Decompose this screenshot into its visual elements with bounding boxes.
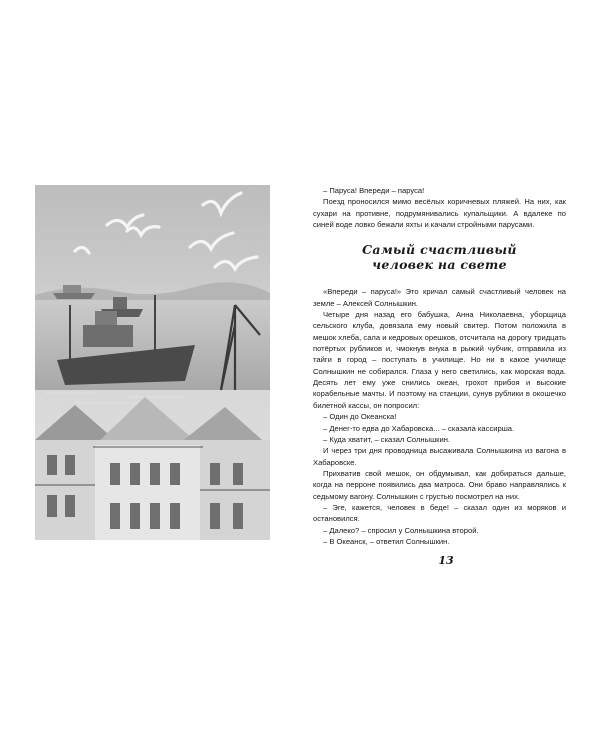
dialogue-line: – В Океанск, – ответил Солнышкин. [323, 536, 450, 546]
body-paragraph: Прихватив свой мешок, он обдумывал, как добираться дальше, когда на перроне появились два матроса. Они браво направлялись к седьмому вагону. Солнышкин с грустью посмотрел на них. [313, 468, 566, 501]
body-paragraph: «Впереди – паруса!» Это кричал самый счастливый человек на земле – Алексей Солнышкин. [313, 287, 566, 308]
intro-paragraph: Поезд проносился мимо весёлых коричневых пляжей. На них, как сухари на противне, подрумянивались купальщики. А вдалеке по синей воде ловко бежали яхты и качали стройными парусами. [313, 197, 566, 230]
harbor-illustration-icon [35, 185, 270, 540]
chapter-title [313, 242, 566, 272]
chapter-title-line: Самый счастливый [362, 242, 517, 258]
dialogue-line: – Денег-то едва до Хабаровска... – сказала кассирша. [323, 423, 515, 433]
body-paragraph: И через три дня проводница высаживала Солнышкина из вагона в Хабаровске. [313, 446, 566, 467]
page-number: 13 [438, 554, 454, 567]
intro-paragraph: – Паруса! Впереди – паруса! [323, 186, 425, 195]
chapter-title-line: человек на свете [372, 257, 507, 273]
dialogue-line: – Куда хватит, – сказал Солнышкин. [323, 434, 451, 444]
harbor-illustration [35, 185, 270, 540]
body-paragraph: Четыре дня назад его бабушка, Анна Николаевна, уборщица сельского клуба, довязала ему новый свитер. Потом положила в мешок хлеба, сала и кедровых орешков, отсчитала на дорогу тридцать потёртых рубликов и, чмокнув внука в рыжий чубчик, отправила из тайги в город – поступать в училище. Но ни в какое училище Солнышкин не собирался. Глаза у него светились, как морская вода. Десять лет ему уже снились океан, грохот прибоя и высокие корабельные мачты. И поэтому на станции, сунув рублики в окошечко билетной кассы, он попросил: [313, 310, 566, 410]
dialogue-line: – Эге, кажется, человек в беде! – сказал один из моряков и остановился. [313, 502, 566, 524]
dialogue-line: – Далеко? – спросил у Солнышкина второй. [323, 525, 479, 535]
text-column [313, 185, 566, 547]
dialogue-line: – Один до Океанска! [323, 412, 397, 422]
